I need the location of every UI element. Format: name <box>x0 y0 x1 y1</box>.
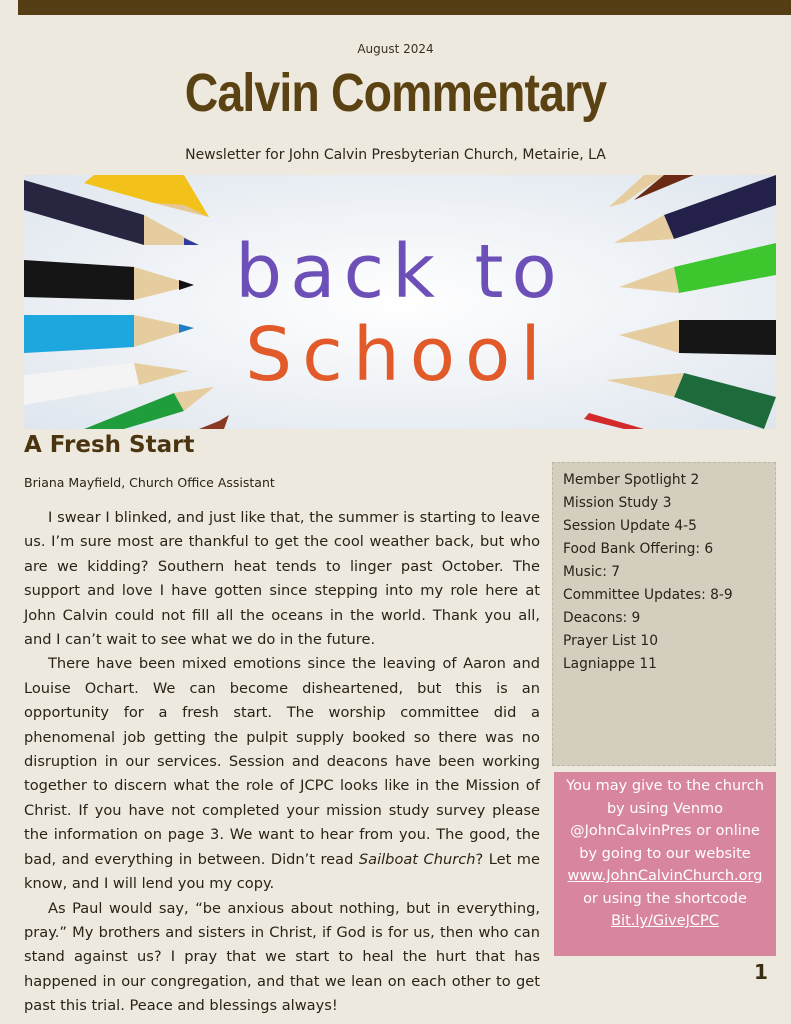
newsletter-subtitle: Newsletter for John Calvin Presbyterian Church, Metairie, LA <box>185 147 606 163</box>
article-paragraph-2: There have been mixed emotions since the leaving of Aaron and Louise Ochart. We can become disheartened, but this is an opportunity for a fresh start. The worship committee did a phenomenal job getting the pulpit supply booked so there was no disruption in our services. Session and deacons have been working together to discern what the role of JCPC looks like in the Mission of Christ. If you have not completed your mission study survey please the information on page 3. We want to hear from you. The good, the bad, and everything in between. Didn’t read Sailboat Church? Let me know, and I will lend you my copy. <box>24 655 540 893</box>
article-body <box>24 506 540 1019</box>
contents-item: Music: 7 <box>563 564 621 580</box>
contents-item: Food Bank Offering: 6 <box>563 541 714 557</box>
contents-sidebar <box>552 462 776 766</box>
hero-text-line2: School <box>245 312 551 398</box>
article-paragraph-3: As Paul would say, “be anxious about nothing, but in everything, pray.” My brothers and sisters in Christ, if God is for us, then who can stand against us? I pray that we start to heal the hurt that has happened in our congregation, and that we lean on each other to get past this trial. Peace and blessings always! <box>24 899 540 1015</box>
contents-item: Prayer List 10 <box>563 633 658 649</box>
top-bar <box>18 0 791 15</box>
contents-item: Deacons: 9 <box>563 610 641 626</box>
book-title: Sailboat Church <box>358 850 476 868</box>
article-byline: Briana Mayfield, Church Office Assistant <box>24 475 275 490</box>
shortcode-link[interactable]: Bit.ly/GiveJCPC <box>611 913 719 929</box>
article-heading: A Fresh Start <box>24 432 195 458</box>
back-to-school-image <box>24 175 776 429</box>
website-link[interactable]: www.JohnCalvinChurch.org <box>567 868 763 884</box>
issue-date: August 2024 <box>357 42 434 56</box>
contents-item: Member Spotlight 2 <box>563 472 700 488</box>
page-number: 1 <box>754 960 768 984</box>
giving-box: You may give to the church by using Venmo @JohnCalvinPres or online by going to our website www.JohnCalvinChurch.org or using the shortcode Bit.ly/GiveJCPC <box>554 772 776 956</box>
contents-item: Lagniappe 11 <box>563 656 657 672</box>
article-paragraph-1: I swear I blinked, and just like that, the summer is starting to leave us. I’m sure most are thankful to get the cool weather back, but who are we kidding? Southern heat tends to linger past October. The support and love I have gotten since stepping into my role here at John Calvin could not fill all the oceans in the world. Thank you all, and I can’t wait to see what we do in the future. <box>24 509 540 649</box>
contents-item: Mission Study 3 <box>563 495 672 511</box>
newsletter-title: Calvin Commentary <box>184 63 607 123</box>
hero-text-line1: back to <box>235 229 565 315</box>
contents-item: Session Update 4-5 <box>563 518 697 534</box>
contents-item: Committee Updates: 8-9 <box>563 587 733 603</box>
